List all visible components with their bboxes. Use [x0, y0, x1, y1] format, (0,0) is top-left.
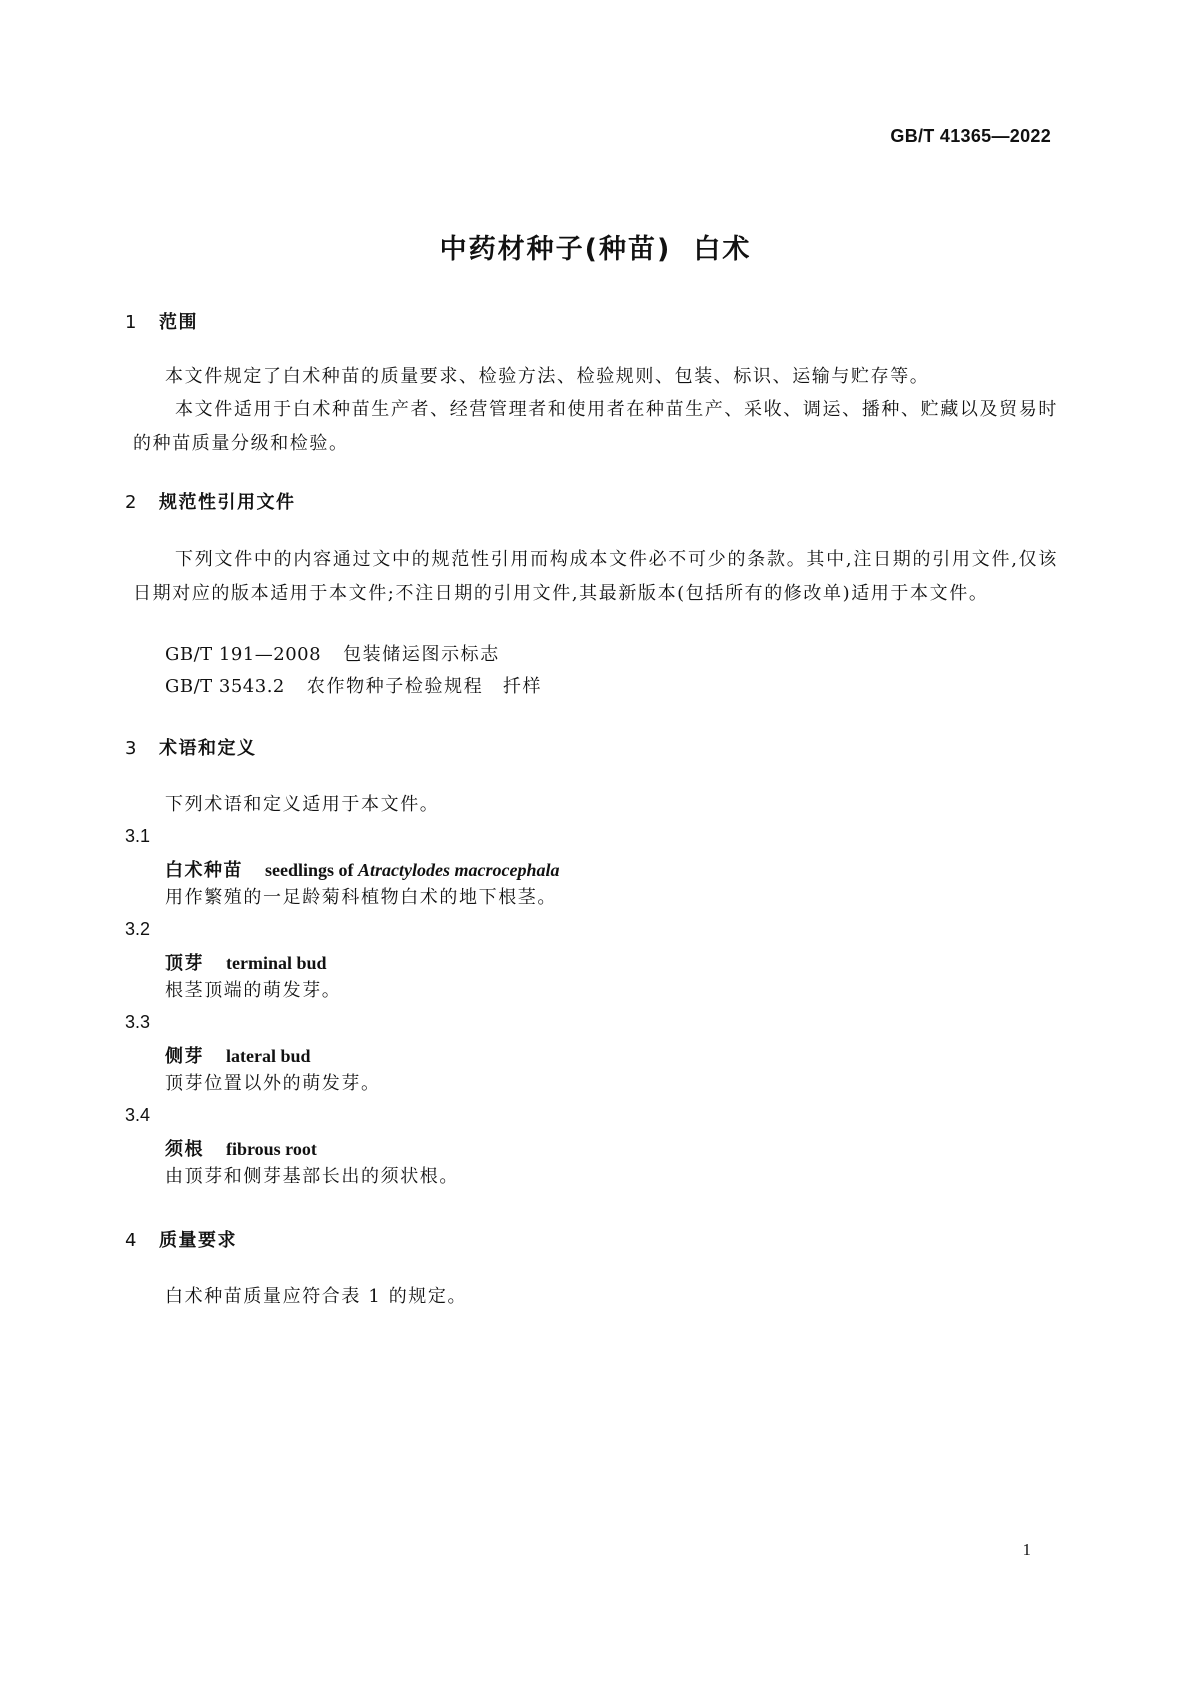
term-title: 白术种苗 seedlings of Atractylodes macrocephala — [165, 860, 560, 881]
term-number: 3.1 — [125, 826, 151, 846]
term-definition: 根茎顶端的萌发芽。 — [165, 980, 342, 1001]
term-title: 顶芽 terminal bud — [165, 953, 327, 974]
standard-code: GB/T 41365—2022 — [890, 126, 1051, 146]
title-part1: 中药材种子(种苗) — [439, 234, 672, 265]
section-2-heading: 2 规范性引用文件 — [125, 492, 296, 513]
normative-reference-2: GB/T 3543.2 农作物种子检验规程 扦样 — [165, 676, 543, 697]
term-title: 侧芽 lateral bud — [165, 1046, 311, 1067]
term-title: 须根 fibrous root — [165, 1139, 317, 1160]
normative-reference-1: GB/T 191—2008 包装储运图示标志 — [165, 644, 500, 665]
term-definition: 由顶芽和侧芽基部长出的须状根。 — [165, 1166, 459, 1187]
section-4-heading: 4 质量要求 — [125, 1230, 237, 1251]
section-3-heading: 3 术语和定义 — [125, 738, 257, 759]
term-number: 3.4 — [125, 1105, 151, 1125]
term-definition: 用作繁殖的一足龄菊科植物白术的地下根茎。 — [165, 887, 557, 908]
section-1-paragraph-2: 本文件适用于白术种苗生产者、经营管理者和使用者在种苗生产、采收、调运、播种、贮藏以及贸易时的种苗质量分级和检验。 — [133, 399, 1058, 454]
section-1-heading: 1 范围 — [125, 312, 198, 333]
title-part2: 白术 — [693, 234, 752, 265]
section-3-intro: 下列术语和定义适用于本文件。 — [165, 794, 440, 815]
term-number: 3.2 — [125, 919, 151, 939]
page-number: 1 — [1022, 1540, 1031, 1559]
section-1-paragraph-1: 本文件规定了白术种苗的质量要求、检验方法、检验规则、包装、标识、运输与贮存等。 — [165, 366, 930, 387]
term-definition: 顶芽位置以外的萌发芽。 — [165, 1073, 381, 1094]
term-number: 3.3 — [125, 1012, 151, 1032]
section-2-paragraph-1: 下列文件中的内容通过文中的规范性引用而构成本文件必不可少的条款。其中,注日期的引用文件,仅该日期对应的版本适用于本文件;不注日期的引用文件,其最新版本(包括所有的修改单)适用于本文件。 — [133, 549, 1058, 604]
section-4-paragraph-1: 白术种苗质量应符合表 1 的规定。 — [165, 1286, 468, 1307]
document-title — [0, 227, 1191, 266]
